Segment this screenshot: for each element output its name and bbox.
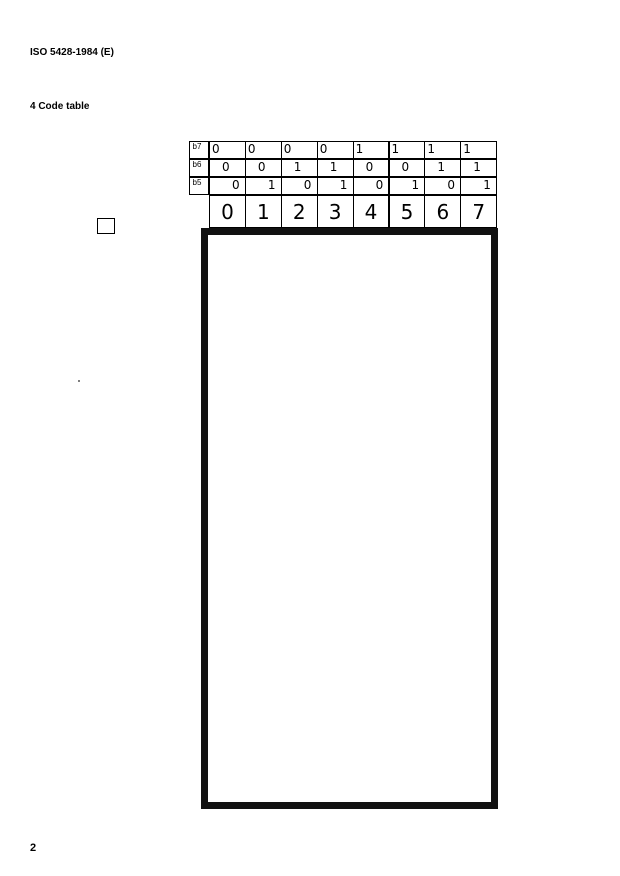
column-bit-b5-0 xyxy=(209,177,246,195)
code-table-grid xyxy=(201,228,498,809)
row-bit-label-0 xyxy=(97,218,115,234)
column-bit-b7-4 xyxy=(353,141,390,159)
column-bit-b5-1 xyxy=(245,177,282,195)
column-number-4: 4 xyxy=(353,195,390,228)
bit-value: 0 xyxy=(303,178,312,192)
column-bit-b6-5 xyxy=(389,159,426,177)
bit-value: 0 xyxy=(222,160,230,174)
column-bit-b7-1 xyxy=(245,141,282,159)
column-bit-label xyxy=(189,159,209,177)
section-title: 4 Code table xyxy=(30,101,90,112)
column-number-5: 5 xyxy=(389,195,426,228)
column-number-6: 6 xyxy=(424,195,461,228)
column-bit-b6-1 xyxy=(245,159,282,177)
column-bit-b6-4 xyxy=(353,159,390,177)
bit-label: b7 xyxy=(192,142,202,151)
bit-value: 0 xyxy=(257,160,266,174)
column-bit-b5-4 xyxy=(353,177,390,195)
bit-value: 0 xyxy=(365,160,374,174)
bit-label: b6 xyxy=(192,160,202,169)
bit-value: 0 xyxy=(375,178,384,192)
bit-value: 0 xyxy=(319,142,328,156)
column-bit-b6-7 xyxy=(460,159,497,177)
bit-value: 0 xyxy=(447,178,456,192)
bit-value: 1 xyxy=(473,160,481,174)
column-number-1: 1 xyxy=(245,195,282,228)
column-bit-b7-7 xyxy=(460,141,497,159)
column-bit-b5-6 xyxy=(424,177,461,195)
column-bit-b5-5 xyxy=(389,177,426,195)
column-bit-b7-2 xyxy=(281,141,318,159)
bit-value: 1 xyxy=(391,142,400,156)
bit-value: 0 xyxy=(283,142,292,156)
column-bit-label xyxy=(189,177,209,195)
bit-value: 1 xyxy=(267,178,276,192)
bit-value: 1 xyxy=(427,142,436,156)
column-bit-b5-7 xyxy=(460,177,497,195)
column-bit-b7-3 xyxy=(317,141,354,159)
bit-value: 0 xyxy=(401,160,410,174)
bit-value: 0 xyxy=(212,142,220,156)
column-number-7: 7 xyxy=(460,195,497,228)
column-bit-label xyxy=(189,141,209,159)
bit-value: 1 xyxy=(329,160,338,174)
bit-value: 1 xyxy=(437,160,446,174)
column-number-3: 3 xyxy=(317,195,354,228)
document-id: ISO 5428-1984 (E) xyxy=(30,47,114,58)
column-bit-b6-6 xyxy=(424,159,461,177)
bit-value: 1 xyxy=(463,142,471,156)
column-bit-b6-3 xyxy=(317,159,354,177)
stray-mark xyxy=(78,380,80,382)
column-number-2: 2 xyxy=(281,195,318,228)
column-bit-b5-3 xyxy=(317,177,354,195)
column-bit-b7-6 xyxy=(424,141,461,159)
column-bit-b7-5 xyxy=(389,141,426,159)
page-number: 2 xyxy=(30,842,37,854)
column-bit-b6-2 xyxy=(281,159,318,177)
bit-value: 1 xyxy=(339,178,348,192)
bit-value: 1 xyxy=(293,160,302,174)
bit-value: 1 xyxy=(355,142,364,156)
bit-value: 0 xyxy=(247,142,256,156)
bit-value: 1 xyxy=(483,178,491,192)
column-bit-b5-2 xyxy=(281,177,318,195)
bit-value: 1 xyxy=(411,178,420,192)
column-number-0: 0 xyxy=(209,195,246,228)
column-bit-b6-0 xyxy=(209,159,246,177)
bit-value: 0 xyxy=(232,178,240,192)
column-bit-b7-0 xyxy=(209,141,246,159)
bit-label: b5 xyxy=(192,178,202,187)
